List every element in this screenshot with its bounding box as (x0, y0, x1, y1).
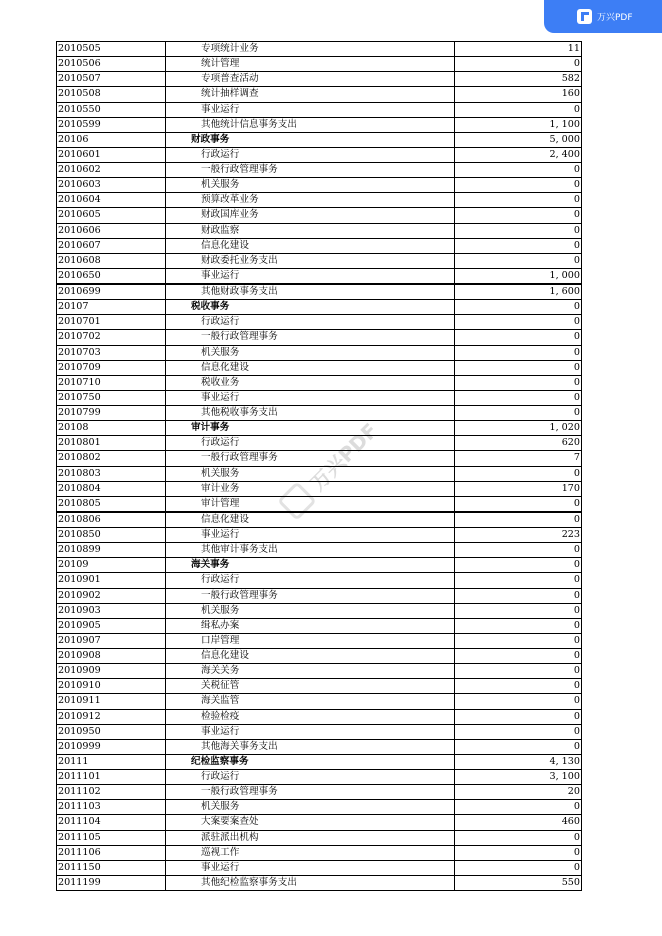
code-cell: 2010905 (57, 618, 166, 633)
code-cell: 2011104 (57, 815, 166, 830)
amount-cell: 20 (455, 785, 582, 800)
name-cell: 专项普查活动 (166, 72, 455, 87)
amount-cell: 0 (455, 466, 582, 481)
code-cell: 2010903 (57, 603, 166, 618)
code-cell: 2010599 (57, 117, 166, 132)
name-cell: 其他财政事务支出 (166, 284, 455, 300)
amount-cell: 5, 000 (455, 132, 582, 147)
table-row (57, 588, 582, 603)
name-cell: 信息化建设 (166, 649, 455, 664)
table-row (57, 603, 582, 618)
code-cell: 2010710 (57, 375, 166, 390)
amount-cell: 2, 400 (455, 147, 582, 162)
category-row (57, 132, 582, 147)
amount-cell: 0 (455, 223, 582, 238)
name-cell: 机关服务 (166, 345, 455, 360)
code-cell: 2011102 (57, 785, 166, 800)
amount-cell: 0 (455, 57, 582, 72)
category-row (57, 421, 582, 436)
name-cell: 信息化建设 (166, 512, 455, 528)
table-row (57, 724, 582, 739)
code-cell: 2010804 (57, 481, 166, 496)
amount-cell: 0 (455, 315, 582, 330)
code-cell: 2010899 (57, 543, 166, 558)
code-cell: 2011103 (57, 800, 166, 815)
amount-cell: 0 (455, 512, 582, 528)
table-row (57, 573, 582, 588)
code-cell: 20108 (57, 421, 166, 436)
amount-cell: 0 (455, 193, 582, 208)
table-row (57, 860, 582, 875)
code-cell: 2010603 (57, 178, 166, 193)
table-row (57, 284, 582, 300)
amount-cell: 3, 100 (455, 770, 582, 785)
name-cell: 行政运行 (166, 436, 455, 451)
amount-cell: 0 (455, 406, 582, 421)
amount-cell: 0 (455, 845, 582, 860)
name-cell: 缉私办案 (166, 618, 455, 633)
code-cell: 2010701 (57, 315, 166, 330)
code-cell: 2010902 (57, 588, 166, 603)
table-row (57, 543, 582, 558)
amount-cell: 0 (455, 345, 582, 360)
table-row (57, 815, 582, 830)
name-cell: 财政监察 (166, 223, 455, 238)
badge-label: 万兴PDF (597, 13, 633, 23)
name-cell: 海关事务 (166, 558, 455, 573)
code-cell: 20111 (57, 754, 166, 769)
code-cell: 2010912 (57, 709, 166, 724)
code-cell: 2010550 (57, 102, 166, 117)
table-row (57, 208, 582, 223)
code-cell: 2010506 (57, 57, 166, 72)
amount-cell: 7 (455, 451, 582, 466)
name-cell: 纪检监察事务 (166, 754, 455, 769)
amount-cell: 0 (455, 694, 582, 709)
amount-cell: 0 (455, 330, 582, 345)
table-row (57, 436, 582, 451)
table-row (57, 163, 582, 178)
amount-cell: 0 (455, 679, 582, 694)
name-cell: 一般行政管理事务 (166, 588, 455, 603)
code-cell: 2011106 (57, 845, 166, 860)
amount-cell: 1, 020 (455, 421, 582, 436)
code-cell: 2010805 (57, 496, 166, 512)
name-cell: 行政运行 (166, 315, 455, 330)
name-cell: 审计业务 (166, 481, 455, 496)
amount-cell: 0 (455, 178, 582, 193)
table-row (57, 618, 582, 633)
amount-cell: 0 (455, 860, 582, 875)
table-row (57, 679, 582, 694)
amount-cell: 0 (455, 588, 582, 603)
name-cell: 派驻派出机构 (166, 830, 455, 845)
amount-cell: 0 (455, 724, 582, 739)
table-row (57, 845, 582, 860)
amount-cell: 0 (455, 208, 582, 223)
name-cell: 统计管理 (166, 57, 455, 72)
amount-cell: 582 (455, 72, 582, 87)
amount-cell: 0 (455, 649, 582, 664)
code-cell: 2010850 (57, 528, 166, 543)
amount-cell: 0 (455, 709, 582, 724)
name-cell: 机关服务 (166, 466, 455, 481)
table-row (57, 193, 582, 208)
table-row (57, 42, 582, 57)
table-row (57, 785, 582, 800)
code-cell: 2010608 (57, 253, 166, 268)
amount-cell: 0 (455, 102, 582, 117)
amount-cell: 11 (455, 42, 582, 57)
name-cell: 大案要案查处 (166, 815, 455, 830)
code-cell: 2010703 (57, 345, 166, 360)
table-row (57, 360, 582, 375)
table-row (57, 512, 582, 528)
name-cell: 审计管理 (166, 496, 455, 512)
name-cell: 行政运行 (166, 573, 455, 588)
name-cell: 机关服务 (166, 178, 455, 193)
amount-cell: 0 (455, 633, 582, 648)
name-cell: 财政委托业务支出 (166, 253, 455, 268)
table-row (57, 830, 582, 845)
table-row (57, 466, 582, 481)
code-cell: 2010606 (57, 223, 166, 238)
amount-cell: 0 (455, 558, 582, 573)
code-cell: 2010507 (57, 72, 166, 87)
name-cell: 行政运行 (166, 770, 455, 785)
amount-cell: 170 (455, 481, 582, 496)
table-row (57, 315, 582, 330)
name-cell: 信息化建设 (166, 360, 455, 375)
code-cell: 2011150 (57, 860, 166, 875)
amount-cell: 0 (455, 800, 582, 815)
code-cell: 2010901 (57, 573, 166, 588)
table-row (57, 390, 582, 405)
name-cell: 其他审计事务支出 (166, 543, 455, 558)
code-cell: 2010750 (57, 390, 166, 405)
code-cell: 2011105 (57, 830, 166, 845)
category-row (57, 300, 582, 315)
amount-cell: 460 (455, 815, 582, 830)
code-cell: 2010911 (57, 694, 166, 709)
name-cell: 海关关务 (166, 664, 455, 679)
pdf-logo-icon (577, 9, 592, 24)
code-cell: 2010709 (57, 360, 166, 375)
name-cell: 巡视工作 (166, 845, 455, 860)
table-row (57, 694, 582, 709)
table-row (57, 345, 582, 360)
name-cell: 一般行政管理事务 (166, 163, 455, 178)
code-cell: 2010505 (57, 42, 166, 57)
name-cell: 口岸管理 (166, 633, 455, 648)
code-cell: 2010604 (57, 193, 166, 208)
name-cell: 一般行政管理事务 (166, 785, 455, 800)
amount-cell: 0 (455, 618, 582, 633)
code-cell: 2010910 (57, 679, 166, 694)
code-cell: 2011199 (57, 875, 166, 890)
name-cell: 税收业务 (166, 375, 455, 390)
code-cell: 2010702 (57, 330, 166, 345)
name-cell: 事业运行 (166, 102, 455, 117)
table-row (57, 496, 582, 512)
table-row (57, 633, 582, 648)
code-cell: 20109 (57, 558, 166, 573)
table-row (57, 72, 582, 87)
code-cell: 2010601 (57, 147, 166, 162)
name-cell: 信息化建设 (166, 238, 455, 253)
table-row (57, 253, 582, 268)
category-row (57, 754, 582, 769)
table-row (57, 268, 582, 284)
table-row (57, 481, 582, 496)
name-cell: 财政事务 (166, 132, 455, 147)
table-row (57, 664, 582, 679)
code-cell: 2010650 (57, 268, 166, 284)
amount-cell: 0 (455, 390, 582, 405)
name-cell: 一般行政管理事务 (166, 451, 455, 466)
app-badge[interactable] (544, 0, 662, 33)
name-cell: 专项统计业务 (166, 42, 455, 57)
name-cell: 事业运行 (166, 390, 455, 405)
table-row (57, 238, 582, 253)
amount-cell: 620 (455, 436, 582, 451)
name-cell: 统计抽样调查 (166, 87, 455, 102)
amount-cell: 1, 600 (455, 284, 582, 300)
table-row (57, 406, 582, 421)
code-cell: 2010801 (57, 436, 166, 451)
table-row (57, 330, 582, 345)
table-row (57, 87, 582, 102)
table-row (57, 147, 582, 162)
name-cell: 关税征管 (166, 679, 455, 694)
table-row (57, 528, 582, 543)
amount-cell: 0 (455, 739, 582, 754)
name-cell: 检验检疫 (166, 709, 455, 724)
category-row (57, 558, 582, 573)
amount-cell: 1, 100 (455, 117, 582, 132)
name-cell: 一般行政管理事务 (166, 330, 455, 345)
code-cell: 2010802 (57, 451, 166, 466)
amount-cell: 0 (455, 360, 582, 375)
code-cell: 20106 (57, 132, 166, 147)
name-cell: 审计事务 (166, 421, 455, 436)
code-cell: 2010806 (57, 512, 166, 528)
name-cell: 税收事务 (166, 300, 455, 315)
code-cell: 2010607 (57, 238, 166, 253)
code-cell: 2010803 (57, 466, 166, 481)
amount-cell: 160 (455, 87, 582, 102)
name-cell: 机关服务 (166, 800, 455, 815)
name-cell: 机关服务 (166, 603, 455, 618)
amount-cell: 0 (455, 238, 582, 253)
amount-cell: 0 (455, 496, 582, 512)
code-cell: 2010999 (57, 739, 166, 754)
name-cell: 事业运行 (166, 268, 455, 284)
amount-cell: 0 (455, 253, 582, 268)
name-cell: 事业运行 (166, 528, 455, 543)
code-cell: 2010508 (57, 87, 166, 102)
name-cell: 海关监管 (166, 694, 455, 709)
amount-cell: 0 (455, 573, 582, 588)
code-cell: 20107 (57, 300, 166, 315)
name-cell: 事业运行 (166, 860, 455, 875)
table-row (57, 649, 582, 664)
name-cell: 其他统计信息事务支出 (166, 117, 455, 132)
amount-cell: 550 (455, 875, 582, 890)
name-cell: 财政国库业务 (166, 208, 455, 223)
code-cell: 2010699 (57, 284, 166, 300)
table-row (57, 117, 582, 132)
amount-cell: 0 (455, 603, 582, 618)
amount-cell: 0 (455, 300, 582, 315)
amount-cell: 223 (455, 528, 582, 543)
table-row (57, 223, 582, 238)
code-cell: 2010909 (57, 664, 166, 679)
code-cell: 2010605 (57, 208, 166, 223)
amount-cell: 0 (455, 543, 582, 558)
amount-cell: 0 (455, 664, 582, 679)
amount-cell: 0 (455, 375, 582, 390)
name-cell: 其他税收事务支出 (166, 406, 455, 421)
code-cell: 2010602 (57, 163, 166, 178)
name-cell: 其他海关事务支出 (166, 739, 455, 754)
amount-cell: 0 (455, 163, 582, 178)
table-row (57, 375, 582, 390)
table-row (57, 102, 582, 117)
name-cell: 其他纪检监察事务支出 (166, 875, 455, 890)
table-row (57, 451, 582, 466)
table-row (57, 57, 582, 72)
code-cell: 2010950 (57, 724, 166, 739)
code-cell: 2010799 (57, 406, 166, 421)
table-row (57, 178, 582, 193)
watermark-text: 万兴PDF (305, 418, 383, 496)
table-row (57, 709, 582, 724)
amount-cell: 4, 130 (455, 754, 582, 769)
code-cell: 2011101 (57, 770, 166, 785)
table-row (57, 875, 582, 890)
table-row (57, 770, 582, 785)
name-cell: 行政运行 (166, 147, 455, 162)
amount-cell: 0 (455, 830, 582, 845)
name-cell: 预算改革业务 (166, 193, 455, 208)
table-row (57, 739, 582, 754)
table-row (57, 800, 582, 815)
code-cell: 2010907 (57, 633, 166, 648)
amount-cell: 1, 000 (455, 268, 582, 284)
budget-table (56, 41, 582, 891)
name-cell: 事业运行 (166, 724, 455, 739)
code-cell: 2010908 (57, 649, 166, 664)
